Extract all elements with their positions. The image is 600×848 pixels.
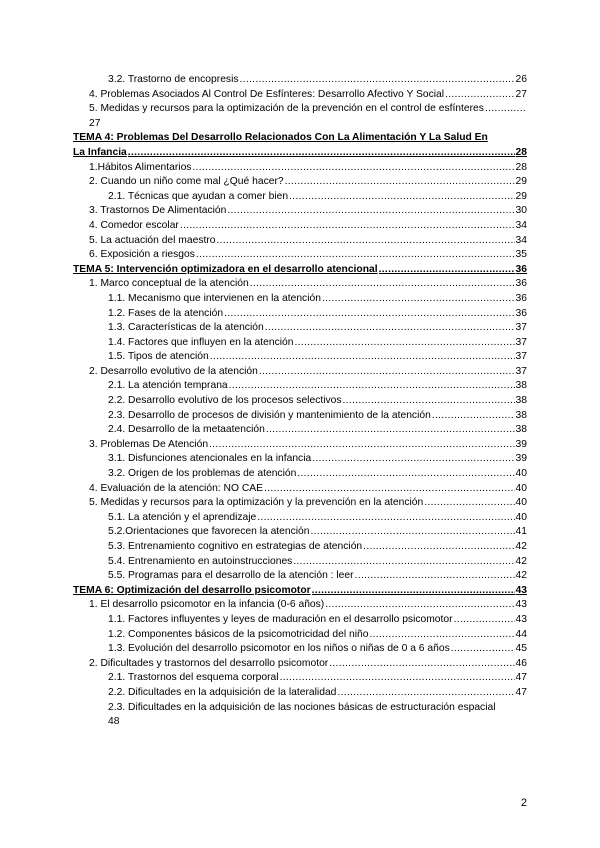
toc-entry[interactable] bbox=[73, 642, 527, 657]
toc-entry[interactable] bbox=[73, 102, 527, 131]
dot-leader bbox=[312, 584, 515, 599]
toc-entry-page: 38 bbox=[515, 380, 527, 392]
toc-entry-title: 3. Trastornos De Alimentación bbox=[89, 205, 227, 217]
toc-entry[interactable] bbox=[73, 88, 527, 103]
toc-entry-title: 3.2. Trastorno de encopresis bbox=[108, 74, 239, 85]
dot-leader bbox=[363, 540, 514, 555]
dot-leader bbox=[240, 73, 515, 88]
toc-entry[interactable] bbox=[73, 423, 527, 438]
toc-entry-page: 39 bbox=[515, 438, 527, 450]
toc-entry-page: 43 bbox=[515, 584, 527, 596]
toc-entry[interactable] bbox=[73, 350, 527, 365]
toc-entry[interactable] bbox=[73, 540, 527, 555]
toc-entry[interactable] bbox=[73, 204, 527, 219]
toc-entry-page: 38 bbox=[515, 424, 527, 436]
toc-chapter-title-line2: La Infancia bbox=[73, 146, 127, 158]
toc-entry-page: 36 bbox=[515, 307, 527, 319]
toc-entry-title: 1.4. Factores que influyen en la atención bbox=[108, 336, 294, 348]
toc-entry-page: 30 bbox=[515, 205, 527, 217]
dot-leader bbox=[322, 292, 515, 307]
toc-entry[interactable] bbox=[73, 161, 527, 176]
toc-entry-title: 2.1. Trastornos del esquema corporal bbox=[108, 672, 279, 684]
toc-entry-page: 40 bbox=[515, 497, 527, 509]
toc-entry-title: 3.1. Disfunciones atencionales en la infancia bbox=[108, 453, 312, 465]
toc-entry[interactable] bbox=[73, 671, 527, 686]
toc-entry-page: 47 bbox=[515, 672, 527, 684]
toc-chapter-entry[interactable] bbox=[73, 263, 527, 278]
page-number: 2 bbox=[520, 797, 527, 809]
toc-entry-title: 3.2. Origen de los problemas de atención bbox=[108, 468, 297, 480]
toc-entry[interactable] bbox=[73, 248, 527, 263]
toc-entry-page: 34 bbox=[515, 219, 527, 231]
toc-entry[interactable] bbox=[73, 686, 527, 701]
toc-entry-page: 38 bbox=[515, 395, 527, 407]
toc-entry-title: 2.2. Desarrollo evolutivo de los procesos selectivos bbox=[108, 395, 342, 407]
toc-entry[interactable] bbox=[73, 219, 527, 234]
toc-entry-page: 39 bbox=[515, 453, 527, 465]
toc-entry[interactable] bbox=[73, 190, 527, 205]
dot-leader bbox=[257, 511, 514, 526]
dot-leader bbox=[217, 234, 515, 249]
dot-leader bbox=[424, 496, 514, 511]
dot-leader bbox=[250, 277, 515, 292]
toc-chapter-title: TEMA 5: Intervención optimizadora en el desarrollo atencional bbox=[73, 263, 378, 275]
toc-entry[interactable] bbox=[73, 598, 527, 613]
dot-leader bbox=[293, 555, 514, 570]
toc-entry-title: 2. Dificultades y trastornos del desarrollo psicomotor bbox=[89, 657, 329, 669]
toc-entry-page: 29 bbox=[515, 176, 527, 188]
toc-entry-page: 42 bbox=[515, 555, 527, 567]
toc-entry[interactable] bbox=[73, 511, 527, 526]
toc-entry[interactable] bbox=[73, 234, 527, 249]
dot-leader bbox=[227, 204, 514, 219]
toc-entry-page: 42 bbox=[515, 541, 527, 552]
toc-entry[interactable] bbox=[73, 452, 527, 467]
toc-entry-page: 37 bbox=[515, 336, 527, 348]
toc-entry-page: 40 bbox=[515, 482, 527, 494]
toc-entry-page: 44 bbox=[515, 628, 527, 640]
toc-entry-title: 2.2. Dificultades en la adquisición de la lateralidad bbox=[108, 686, 337, 698]
dot-leader bbox=[454, 613, 515, 628]
dot-leader bbox=[329, 657, 514, 672]
toc-entry-page: 41 bbox=[515, 526, 527, 538]
toc-chapter-title-line1: TEMA 4: Problemas Del Desarrollo Relacionados Con La Alimentación Y La Salud En bbox=[73, 132, 488, 144]
toc-entry-page: 37 bbox=[515, 322, 527, 334]
toc-entry-page: 34 bbox=[515, 234, 527, 246]
toc-entry-page: 43 bbox=[515, 613, 527, 625]
toc-entry[interactable] bbox=[73, 613, 527, 628]
toc-entry-title: 1.3. Características de la atención bbox=[108, 322, 264, 334]
toc-entry-title: 5.1. La atención y el aprendizaje bbox=[108, 511, 257, 523]
toc-entry-title: 1.2. Componentes básicos de la psicomotricidad del niño bbox=[108, 628, 369, 640]
toc-entry-title: 2. Cuando un niño come mal ¿Qué hacer? bbox=[89, 176, 284, 188]
dot-leader bbox=[312, 452, 514, 467]
dot-leader bbox=[289, 190, 514, 205]
toc-entry-title: 4. Problemas Asociados Al Control De Esfínteres: Desarrollo Afectivo Y Social bbox=[89, 88, 445, 100]
dot-leader bbox=[265, 321, 515, 336]
toc-entry[interactable] bbox=[73, 438, 527, 453]
toc-entry[interactable] bbox=[73, 569, 527, 584]
toc-entry[interactable] bbox=[73, 496, 527, 511]
toc-entry[interactable] bbox=[73, 555, 527, 570]
dot-leader bbox=[294, 336, 514, 351]
dot-leader bbox=[285, 175, 515, 190]
dot-leader bbox=[485, 102, 526, 117]
toc-entry-title: 5.2.Orientaciones que favorecen la atención bbox=[108, 526, 310, 538]
toc-entry-title: 1.2. Fases de la atención bbox=[108, 307, 224, 319]
toc-entry-title: 2. Desarrollo evolutivo de la atención bbox=[89, 365, 258, 377]
dot-leader bbox=[451, 642, 515, 657]
toc-entry-title: 2.1. La atención temprana bbox=[108, 380, 228, 392]
toc-entry[interactable] bbox=[73, 525, 527, 540]
toc-entry-title: 2.1. Técnicas que ayudan a comer bien bbox=[108, 190, 289, 202]
toc-entry-page: 46 bbox=[515, 657, 527, 669]
toc-entry-title: 1.3. Evolución del desarrollo psicomotor en los niños o niñas de 0 a 6 años bbox=[108, 643, 450, 655]
dot-leader bbox=[343, 394, 515, 409]
dot-leader bbox=[355, 569, 515, 584]
dot-leader bbox=[432, 409, 515, 424]
toc-entry-page: 27 bbox=[89, 117, 101, 129]
toc-entry[interactable] bbox=[73, 336, 527, 351]
toc-entry-title: 2.4. Desarrollo de la metaatención bbox=[108, 424, 265, 436]
toc-entry[interactable] bbox=[73, 701, 527, 730]
toc-entry-title: 3. Problemas De Atención bbox=[89, 438, 209, 450]
dot-leader bbox=[192, 161, 514, 176]
toc-entry-title: 1.Hábitos Alimentarios bbox=[89, 161, 192, 173]
dot-leader bbox=[264, 482, 515, 497]
toc-entry[interactable] bbox=[73, 467, 527, 482]
toc-entry-page: 36 bbox=[515, 292, 527, 304]
toc-entry-title: 1. Marco conceptual de la atención bbox=[89, 278, 249, 290]
toc-entry[interactable] bbox=[73, 292, 527, 307]
toc-chapter-entry[interactable] bbox=[73, 131, 527, 160]
toc-entry-page: 36 bbox=[515, 263, 527, 275]
toc-entry-page: 35 bbox=[515, 249, 527, 261]
table-of-contents bbox=[73, 73, 527, 730]
toc-entry[interactable] bbox=[73, 394, 527, 409]
dot-leader bbox=[224, 307, 514, 322]
toc-entry[interactable] bbox=[73, 307, 527, 322]
dot-leader bbox=[210, 350, 515, 365]
toc-chapter-title: TEMA 6: Optimización del desarrollo psicomotor bbox=[73, 584, 311, 596]
toc-entry-page: 42 bbox=[515, 570, 527, 582]
dot-leader bbox=[259, 365, 515, 380]
dot-leader bbox=[445, 88, 514, 103]
toc-entry-page: 40 bbox=[515, 468, 527, 480]
toc-entry-page: 28 bbox=[515, 146, 527, 158]
toc-chapter-entry[interactable] bbox=[73, 584, 527, 599]
toc-entry[interactable] bbox=[73, 657, 527, 672]
dot-leader bbox=[180, 219, 515, 234]
toc-entry-page: 26 bbox=[515, 74, 527, 85]
toc-entry-page: 29 bbox=[515, 190, 527, 202]
dot-leader bbox=[337, 686, 514, 701]
toc-entry-title: 6. Exposición a riesgos bbox=[89, 249, 195, 261]
toc-entry-page: 36 bbox=[515, 278, 527, 290]
dot-leader bbox=[297, 467, 514, 482]
toc-entry[interactable] bbox=[73, 409, 527, 424]
toc-entry[interactable] bbox=[73, 628, 527, 643]
toc-entry-title: 1.5. Tipos de atención bbox=[108, 351, 209, 363]
toc-entry-title: 5. Medidas y recursos para la optimización y la prevención en la atención bbox=[89, 497, 424, 509]
toc-entry-title: 2.3. Dificultades en la adquisición de las nociones básicas de estructuración espacial bbox=[108, 701, 496, 713]
toc-entry-title: 4. Evaluación de la atención: NO CAE bbox=[89, 482, 264, 494]
dot-leader bbox=[280, 671, 515, 686]
toc-entry[interactable] bbox=[73, 73, 527, 88]
toc-entry-page: 27 bbox=[515, 88, 527, 100]
dot-leader bbox=[311, 525, 515, 540]
toc-entry-title: 5.5. Programas para el desarrollo de la atención : leer bbox=[108, 570, 354, 582]
dot-leader bbox=[229, 379, 515, 394]
toc-entry[interactable] bbox=[73, 482, 527, 497]
dot-leader bbox=[379, 263, 515, 278]
dot-leader bbox=[128, 146, 515, 161]
toc-entry-page: 28 bbox=[515, 161, 527, 173]
toc-entry-title: 5.3. Entrenamiento cognitivo en estrategias de atención bbox=[108, 541, 363, 552]
toc-entry-title: 1. El desarrollo psicomotor en la infancia (0-6 años) bbox=[89, 599, 325, 611]
toc-entry-title: 4. Comedor escolar bbox=[89, 219, 179, 231]
toc-entry-page: 38 bbox=[515, 409, 527, 421]
toc-entry-page: 37 bbox=[515, 351, 527, 363]
toc-entry-title: 5. La actuación del maestro bbox=[89, 234, 216, 246]
toc-entry-page: 37 bbox=[515, 365, 527, 377]
toc-entry-page: 40 bbox=[515, 511, 527, 523]
toc-entry-title: 1.1. Factores influyentes y leyes de maduración en el desarrollo psicomotor bbox=[108, 613, 453, 625]
toc-entry-title: 1.1. Mecanismo que intervienen en la atención bbox=[108, 292, 321, 304]
toc-entry[interactable] bbox=[73, 277, 527, 292]
toc-entry[interactable] bbox=[73, 321, 527, 336]
dot-leader bbox=[369, 628, 514, 643]
toc-entry-title: 2.3. Desarrollo de procesos de división y mantenimiento de la atención bbox=[108, 409, 431, 421]
toc-entry[interactable] bbox=[73, 379, 527, 394]
toc-entry-page: 45 bbox=[515, 643, 527, 655]
toc-entry[interactable] bbox=[73, 365, 527, 380]
toc-entry[interactable] bbox=[73, 175, 527, 190]
dot-leader bbox=[325, 598, 514, 613]
dot-leader bbox=[266, 423, 515, 438]
toc-entry-page: 48 bbox=[108, 716, 120, 728]
toc-entry-title: 5. Medidas y recursos para la optimización de la prevención en el control de esfínteres bbox=[89, 103, 484, 115]
toc-entry-page: 47 bbox=[515, 686, 527, 698]
dot-leader bbox=[196, 248, 515, 263]
toc-entry-page: 43 bbox=[515, 599, 527, 611]
dot-leader bbox=[209, 438, 514, 453]
toc-entry-title: 5.4. Entrenamiento en autoinstrucciones bbox=[108, 555, 293, 567]
